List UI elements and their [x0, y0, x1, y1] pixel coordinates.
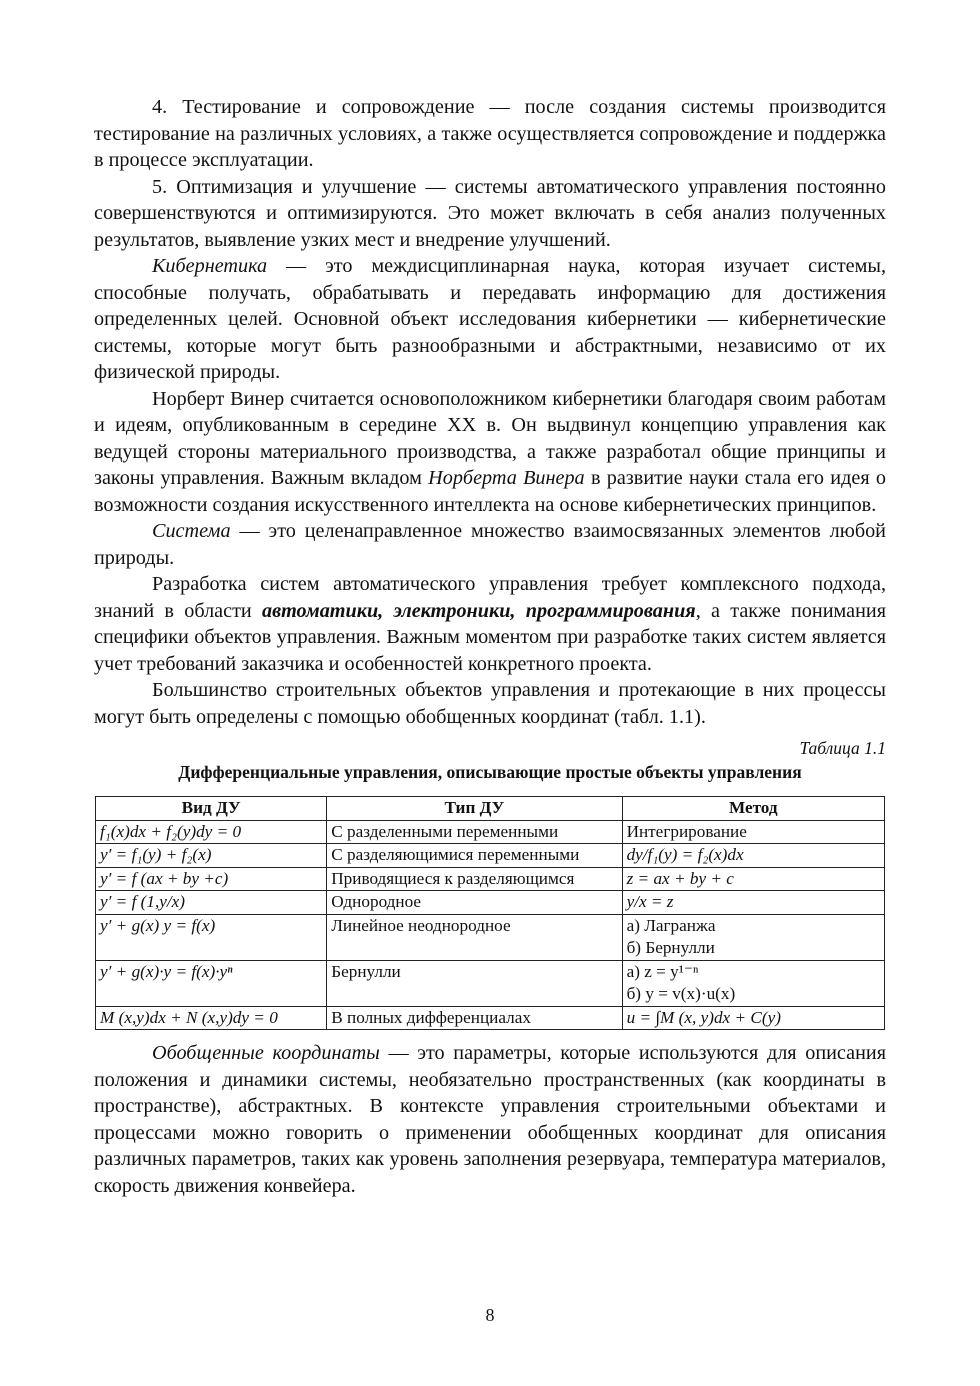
cell-method: y/x = z — [622, 891, 884, 915]
cell-method: dy/f₁(y) = f₂(x)dx — [622, 844, 884, 868]
table-row — [96, 960, 885, 1006]
cell-method: Интегрирование — [622, 820, 884, 844]
de-table — [95, 796, 885, 1030]
generalized-coordinates-definition: — это параметры, которые используются для описания положения и динамики системы, необязательно пространственных (как координаты в пространстве), абстрактных. В контексте управления строительными объектами и процессами можно говорить о применении обобщенных координат для описания различных параметров, таких как уровень заполнения резервуара, температура материалов, скорость движения конвейера. — [94, 1042, 886, 1197]
table-row — [96, 1006, 885, 1030]
table-row — [96, 844, 885, 868]
cell-kind: M (x,y)dx + N (x,y)dy = 0 — [96, 1006, 327, 1030]
cybernetics-definition: — это междисциплинарная наука, которая изучает системы, способные получать, обрабатывать и передавать информацию для достижения определенных целей. Основной объект исследования кибернетики — кибернетические системы, которые могут быть разнообразными и абстрактными, независимо от их физической природы. — [94, 255, 886, 383]
cell-kind: y′ = f (1,y/x) — [96, 891, 327, 915]
development-text-b: , а также понимания специфики объектов управления. Важным моментом при разработке таких систем является учет требований заказчика и особенностей конкретного проекта. — [94, 599, 886, 675]
term-system: Система — [152, 520, 231, 542]
cell-kind: y′ + g(x)·y = f(x)·yⁿ — [96, 960, 327, 1006]
table-row — [96, 820, 885, 844]
paragraph-development — [94, 571, 886, 677]
method-line-b: б) y = v(x)·u(x) — [626, 984, 736, 1003]
development-bold-fields: автоматики, электроники, программирования — [261, 599, 696, 622]
cell-kind: y′ = f₁(y) + f₂(x) — [96, 844, 327, 868]
paragraph-wiener — [94, 386, 886, 519]
cell-type: С разделяющимися переменными — [327, 844, 622, 868]
cell-method: z = ax + by + c — [622, 867, 884, 891]
header-type: Тип ДУ — [327, 797, 622, 821]
paragraph-cybernetics — [94, 253, 886, 386]
wiener-text-b: в развитие науки стала его идея о возможности создания искусственного интеллекта на основе кибернетических принципов. — [94, 467, 887, 516]
system-definition: — это целенаправленное множество взаимосвязанных элементов любой природы. — [94, 520, 886, 569]
header-kind: Вид ДУ — [96, 797, 327, 821]
cell-kind: f₁(x)dx + f₂(y)dy = 0 — [96, 820, 327, 844]
header-method: Метод — [622, 797, 884, 821]
cell-type: Однородное — [327, 891, 622, 915]
development-text-a: Разработка систем автоматического управления требует комплексного подхода, знаний в области — [94, 573, 886, 622]
paragraph-system — [94, 518, 886, 571]
table-row — [96, 914, 885, 960]
wiener-name: Норберта Винера — [428, 467, 585, 489]
cell-type: С разделенными переменными — [327, 820, 622, 844]
cell-type: В полных дифференциалах — [327, 1006, 622, 1030]
cell-method — [622, 960, 884, 1006]
paragraph-optimization: 5. Оптимизация и улучшение — системы автоматического управления постоянно совершенствуются и оптимизируются. Это может включать в себя анализ полученных результатов, выявление узких мест и внедрение улучшений. — [94, 175, 886, 251]
page-content — [94, 94, 886, 1199]
cell-kind: y′ + g(x) y = f(x) — [96, 914, 327, 960]
paragraph-generalized-coordinates — [94, 1040, 886, 1199]
wiener-text-a: Норберт Винер считается основоположником кибернетики благодаря своим работам и идеям, опубликованным в середине XX в. Он выдвинул концепцию управления как ведущей стороны материального производства, а также разработал общие принципы и законы управления. Важным вкладом — [94, 387, 886, 489]
paragraph-testing: 4. Тестирование и сопровождение — после создания системы производится тестирование на различных условиях, а также осуществляется сопровождение и поддержка в процессе эксплуатации. — [94, 96, 886, 171]
paragraph-coordinates-intro: Большинство строительных объектов управления и протекающие в них процессы могут быть определены с помощью обобщенных координат (табл. 1.1). — [94, 679, 886, 728]
cell-kind: y′ = f (ax + by +c) — [96, 867, 327, 891]
cell-method: u = ∫M (x, y)dx + C(y) — [622, 1006, 884, 1030]
cell-type: Приводящиеся к разделяющимся — [327, 867, 622, 891]
table-row — [96, 867, 885, 891]
cell-method — [622, 914, 884, 960]
table-row — [96, 891, 885, 915]
cell-type: Линейное неоднородное — [327, 914, 622, 960]
page-number: 8 — [485, 1305, 495, 1325]
table-title: Дифференциальные управления, описывающие простые объекты управления — [178, 762, 802, 782]
term-generalized-coordinates: Обобщенные координаты — [152, 1042, 380, 1064]
method-line-a: а) z = y¹⁻ⁿ — [626, 961, 699, 981]
term-cybernetics: Кибернетика — [152, 255, 268, 277]
table-caption: Таблица 1.1 — [799, 738, 886, 758]
table-header-row — [96, 797, 885, 821]
method-line-a: а) Лагранжа — [626, 915, 716, 935]
method-line-b: б) Бернулли — [626, 938, 715, 957]
cell-type: Бернулли — [327, 960, 622, 1006]
